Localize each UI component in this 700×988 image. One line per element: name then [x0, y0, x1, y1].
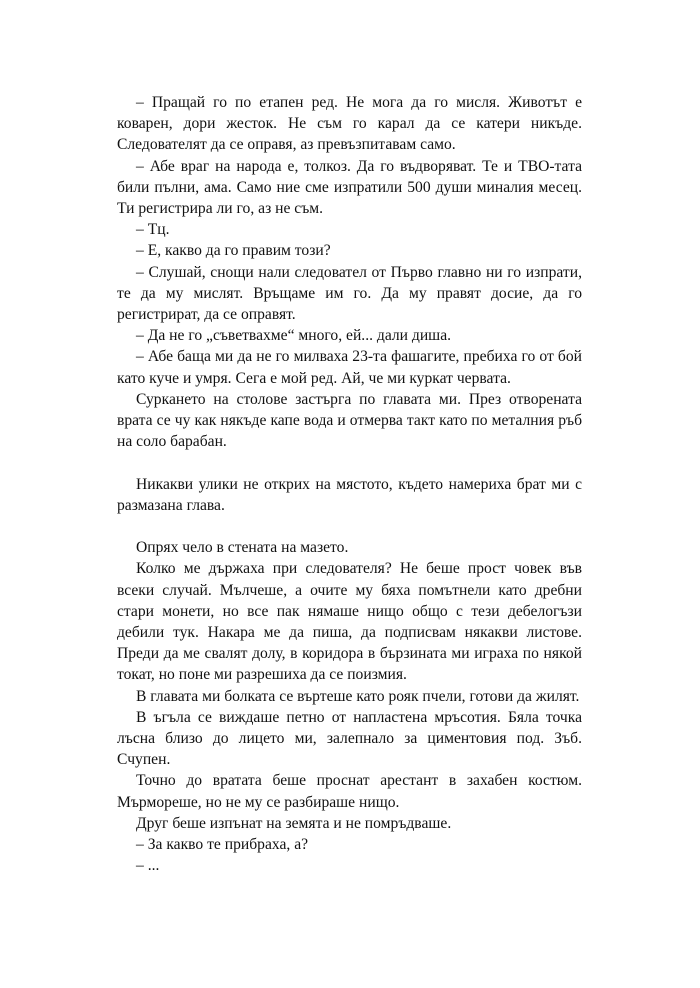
paragraph: – Абе баща ми да не го милваха 23-та фашагите, пребиха го от бой като куче и умря. Сега е мой ред. Ай, че ми куркат червата. — [117, 348, 582, 387]
paragraph: Колко ме държаха при следователя? Не беше прост човек във всеки случай. Мълчеше, а очите му бяха помътнели като дребни стари монети, но все пак нямаше нищо общо с тези дебелогъзи дебили тук. Накара ме да пиша, да подписвам някакви листове. Преди да ме свалят долу, в коридора в бързината ми играха по някой токат, но поне ми разрешиха да се поизмия. — [117, 560, 582, 684]
paragraph: – Тц. — [136, 221, 170, 239]
paragraph: В ъгъла се виждаше петно от напластена мръсотия. Бяла точка лъсна близо до лицето ми, залепнало за циментовия под. Зъб. Счупен. — [117, 708, 582, 769]
body-text — [117, 92, 582, 876]
paragraph: – За какво те прибраха, а? — [136, 836, 309, 854]
paragraph: В главата ми болката се въртеше като рояк пчели, готови да жилят. — [136, 687, 580, 705]
paragraph: – Пращай го по етапен ред. Не мога да го мисля. Животът е коварен, дори жесток. Не съм го карал да се катери никъде. Следователят да се оправя, аз превъзпитавам само. — [117, 94, 582, 154]
paragraph: Никакви улики не открих на мястото, където намериха брат ми с размазана глава. — [117, 475, 582, 514]
paragraph: Друг беше изпънат на земята и не помръдваше. — [136, 814, 452, 832]
paragraph: Точно до вратата беше проснат арестант в захабен костюм. Мърмореше, но не му се разбираше нищо. — [117, 772, 582, 811]
paragraph: – ... — [136, 857, 160, 875]
paragraph: – Слушай, снощи нали следовател от Първо главно ни го изпрати, те да му мислят. Връщаме им го. Да му правят досие, да го регистрират, да се оправят. — [117, 263, 582, 324]
paragraph: – Абе враг на народа е, толкоз. Да го въдворяват. Те и ТВО-тата били пълни, ама. Само ние сме изпратили 500 души миналия месец. Ти регистрира ли го, аз не съм. — [117, 157, 582, 218]
paragraph: Суркането на столове застърга по главата ми. През отворената врата се чу как някъде капе вода и отмерва такт като по металния ръб на соло барабан. — [117, 390, 582, 451]
paragraph: Опрях чело в стената на мазето. — [136, 539, 349, 557]
paragraph: – Да не го „съветвахме“ много, ей... дали диша. — [136, 327, 452, 345]
paragraph: – Е, какво да го правим този? — [136, 242, 331, 260]
